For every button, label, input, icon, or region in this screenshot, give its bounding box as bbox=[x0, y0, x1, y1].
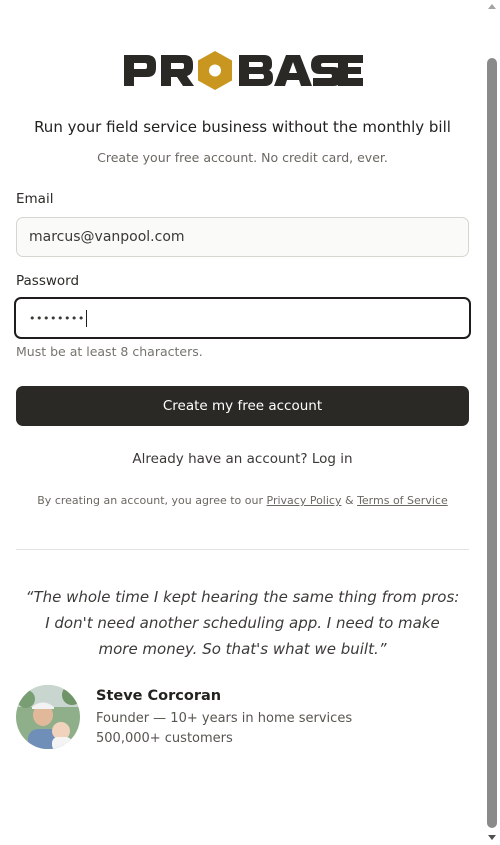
password-field[interactable] bbox=[14, 297, 471, 339]
vertical-scrollbar[interactable] bbox=[485, 0, 500, 845]
terms-of-service-link[interactable]: Terms of Service bbox=[357, 494, 448, 507]
scroll-down-arrow-icon[interactable] bbox=[488, 835, 496, 840]
email-label: Email bbox=[16, 191, 54, 207]
scrollbar-thumb[interactable] bbox=[487, 58, 497, 828]
password-label: Password bbox=[16, 273, 80, 289]
logo-graphic bbox=[123, 50, 363, 92]
headline: Run your field service business without the monthly bill bbox=[34, 118, 451, 136]
probase-logo bbox=[123, 50, 363, 92]
login-link[interactable]: Already have an account? Log in bbox=[132, 451, 353, 467]
create-account-button[interactable]: Create my free account bbox=[16, 386, 469, 426]
scroll-up-arrow-icon[interactable] bbox=[488, 4, 496, 9]
subhead: Create your free account. No credit card, ever. bbox=[97, 150, 388, 165]
text-caret bbox=[86, 310, 87, 327]
email-value: marcus@vanpool.com bbox=[29, 229, 185, 245]
testimonial-quote: “The whole time I kept hearing the same thing from pros: I don't need another scheduling app. I need to make more money. So that's what we built.” bbox=[25, 588, 460, 658]
password-hint: Must be at least 8 characters. bbox=[16, 344, 203, 359]
avatar bbox=[16, 685, 80, 749]
person-stat: 500,000+ customers bbox=[96, 731, 233, 746]
legal-text bbox=[0, 494, 485, 507]
avatar-image bbox=[16, 685, 80, 749]
person-role: Founder — 10+ years in home services bbox=[96, 711, 353, 726]
legal-prefix: By creating an account, you agree to our bbox=[37, 494, 267, 507]
password-value: •••••••• bbox=[29, 311, 85, 325]
privacy-policy-link[interactable]: Privacy Policy bbox=[266, 494, 342, 507]
email-field[interactable] bbox=[16, 217, 469, 257]
person-name: Steve Corcoran bbox=[96, 688, 222, 704]
legal-amp: & bbox=[341, 494, 358, 507]
divider bbox=[16, 549, 469, 550]
